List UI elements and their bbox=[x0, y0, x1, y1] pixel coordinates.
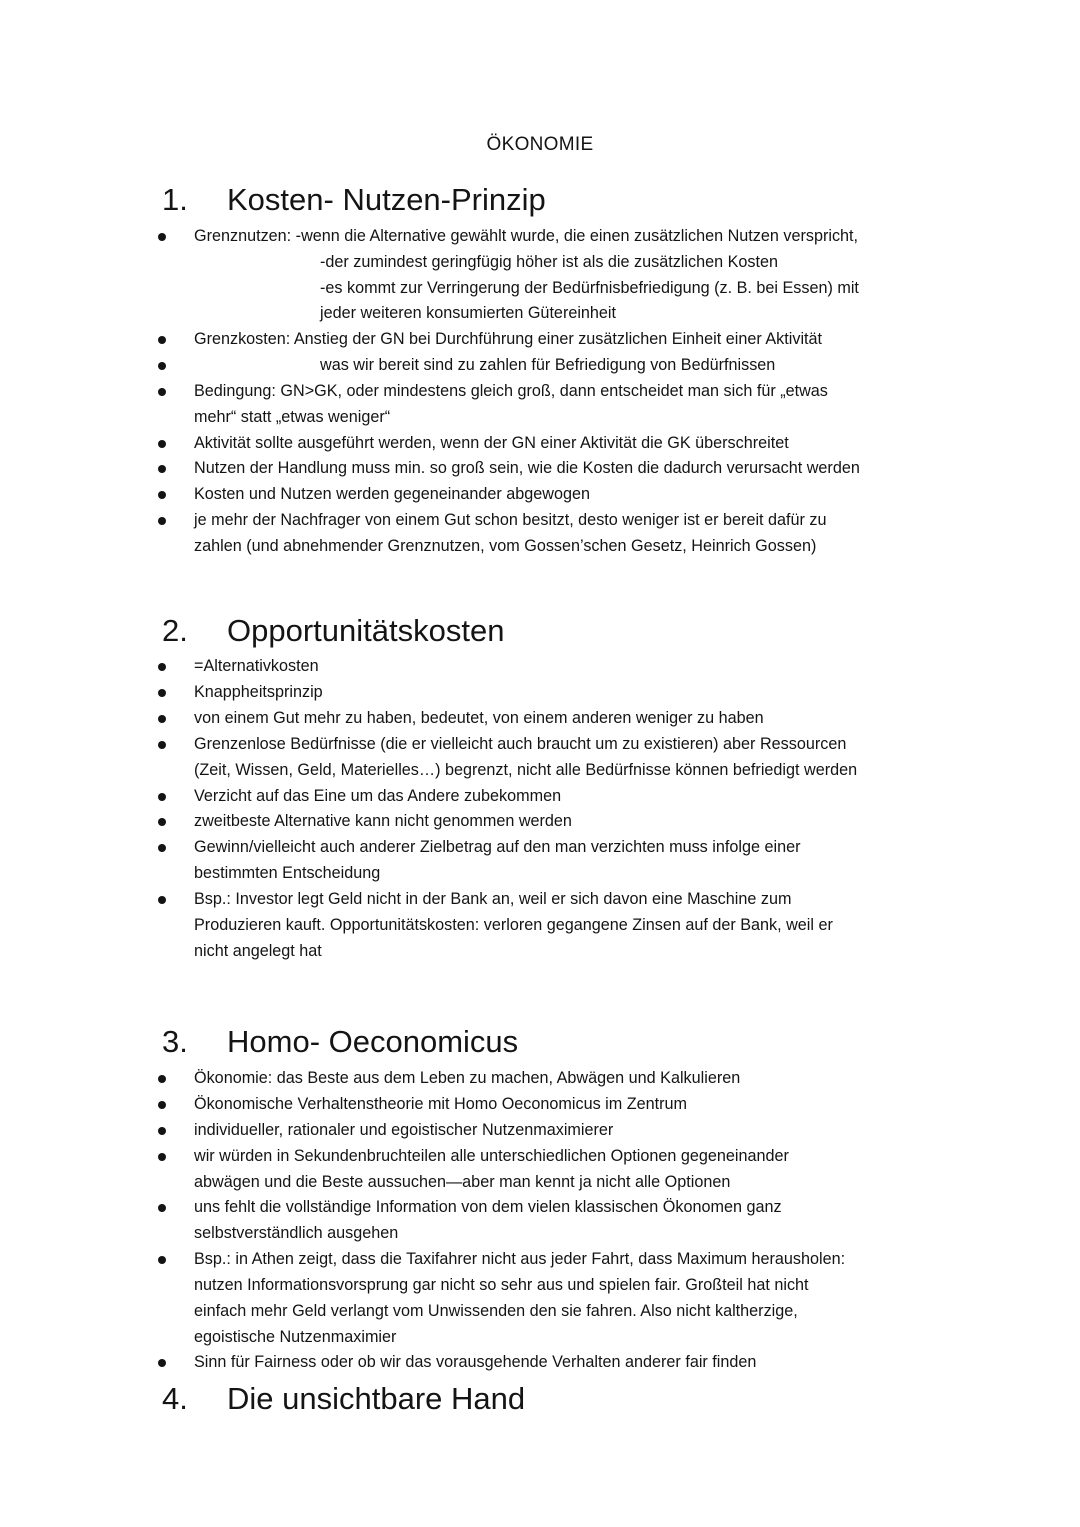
item-line: uns fehlt die vollständige Information von dem vielen klassischen Ökonomen ganz bbox=[194, 1198, 782, 1216]
item-line: jeder weiteren konsumierten Gütereinheit bbox=[320, 304, 617, 322]
item-line: einfach mehr Geld verlangt vom Unwissenden den sie fahren. Also nicht kaltherzige, bbox=[194, 1302, 798, 1320]
item-line: Grenzkosten: Anstieg der GN bei Durchführung einer zusätzlichen Einheit einer Aktivität bbox=[194, 330, 823, 348]
item-line: Bedingung: GN>GK, oder mindestens gleich groß, dann entscheidet man sich für „etwas bbox=[194, 382, 828, 400]
item-line: mehr“ statt „etwas weniger“ bbox=[194, 408, 391, 426]
item-line: Bsp.: in Athen zeigt, dass die Taxifahrer nicht aus jeder Fahrt, dass Maximum herausholen: bbox=[194, 1250, 846, 1268]
bullet-icon bbox=[158, 1101, 166, 1109]
bullet-icon bbox=[158, 793, 166, 801]
item-line: Ökonomische Verhaltenstheorie mit Homo Oeconomicus im Zentrum bbox=[194, 1095, 688, 1113]
item-line: =Alternativkosten bbox=[194, 657, 319, 675]
item-line: zahlen (und abnehmender Grenznutzen, vom Gossen’schen Gesetz, Heinrich Gossen) bbox=[194, 537, 817, 555]
item-line: Sinn für Fairness oder ob wir das vorausgehende Verhalten anderer fair finden bbox=[194, 1353, 757, 1371]
section-title: Die unsichtbare Hand bbox=[227, 1381, 526, 1416]
section-heading-1 bbox=[162, 181, 546, 219]
bullet-icon bbox=[158, 663, 166, 671]
item-line: Verzicht auf das Eine um das Andere zubekommen bbox=[194, 787, 562, 805]
bullet-icon bbox=[158, 388, 166, 396]
bullet-icon bbox=[158, 233, 166, 241]
item-line: (Zeit, Wissen, Geld, Materielles…) begrenzt, nicht alle Bedürfnisse können befriedigt werden bbox=[194, 761, 858, 779]
bullet-icon bbox=[158, 844, 166, 852]
document-title: ÖKONOMIE bbox=[486, 134, 594, 155]
section-heading-3 bbox=[162, 1023, 518, 1061]
bullet-icon bbox=[158, 818, 166, 826]
item-line: nutzen Informationsvorsprung gar nicht so sehr aus und spielen fair. Großteil hat nicht bbox=[194, 1276, 809, 1294]
section-title: Homo- Oeconomicus bbox=[227, 1024, 519, 1059]
item-line: Produzieren kauft. Opportunitätskosten: verloren gegangene Zinsen auf der Bank, weil er bbox=[194, 916, 833, 934]
item-line: bestimmten Entscheidung bbox=[194, 864, 381, 882]
bullet-icon bbox=[158, 896, 166, 904]
item-line: selbstverständlich ausgehen bbox=[194, 1224, 399, 1242]
bullet-icon bbox=[158, 1359, 166, 1367]
bullet-icon bbox=[158, 1256, 166, 1264]
section-number: 2. bbox=[162, 613, 188, 648]
item-line: was wir bereit sind zu zahlen für Befriedigung von Bedürfnissen bbox=[320, 356, 776, 374]
section-heading-2 bbox=[162, 612, 504, 650]
item-line: Bsp.: Investor legt Geld nicht in der Bank an, weil er sich davon eine Maschine zum bbox=[194, 890, 792, 908]
item-line: Kosten und Nutzen werden gegeneinander abgewogen bbox=[194, 485, 591, 503]
section-title: Opportunitätskosten bbox=[227, 613, 505, 648]
item-line: -der zumindest geringfügig höher ist als die zusätzlichen Kosten bbox=[320, 253, 779, 271]
item-line: Grenznutzen: -wenn die Alternative gewählt wurde, die einen zusätzlichen Nutzen verspricht, bbox=[194, 227, 859, 245]
item-line: zweitbeste Alternative kann nicht genommen werden bbox=[194, 812, 572, 830]
bullet-icon bbox=[158, 689, 166, 697]
item-line: Knappheitsprinzip bbox=[194, 683, 323, 701]
bullet-icon bbox=[158, 1204, 166, 1212]
section-number: 1. bbox=[162, 182, 188, 217]
bullet-icon bbox=[158, 440, 166, 448]
item-line: Nutzen der Handlung muss min. so groß sein, wie die Kosten die dadurch verursacht werden bbox=[194, 459, 860, 477]
item-line: von einem Gut mehr zu haben, bedeutet, von einem anderen weniger zu haben bbox=[194, 709, 764, 727]
section-number: 4. bbox=[162, 1381, 188, 1416]
item-line: individueller, rationaler und egoistischer Nutzenmaximierer bbox=[194, 1121, 614, 1139]
item-line: wir würden in Sekundenbruchteilen alle unterschiedlichen Optionen gegeneinander bbox=[194, 1147, 789, 1165]
bullet-icon bbox=[158, 517, 166, 525]
bullet-icon bbox=[158, 465, 166, 473]
bullet-icon bbox=[158, 1075, 166, 1083]
section-title: Kosten- Nutzen-Prinzip bbox=[227, 182, 546, 217]
item-line: -es kommt zur Verringerung der Bedürfnisbefriedigung (z. B. bei Essen) mit bbox=[320, 279, 859, 297]
section-heading-4 bbox=[162, 1380, 525, 1418]
item-line: egoistische Nutzenmaximier bbox=[194, 1328, 397, 1346]
bullet-icon bbox=[158, 715, 166, 723]
item-line: Grenzenlose Bedürfnisse (die er vielleicht auch braucht um zu existieren) aber Ressourcen bbox=[194, 735, 847, 753]
item-line: Gewinn/vielleicht auch anderer Zielbetrag auf den man verzichten muss infolge einer bbox=[194, 838, 801, 856]
item-line: je mehr der Nachfrager von einem Gut schon besitzt, desto weniger ist er bereit dafür zu bbox=[194, 511, 827, 529]
item-line: Aktivität sollte ausgeführt werden, wenn der GN einer Aktivität die GK überschreitet bbox=[194, 434, 789, 452]
bullet-icon bbox=[158, 336, 166, 344]
bullet-icon bbox=[158, 1153, 166, 1161]
bullet-icon bbox=[158, 1127, 166, 1135]
item-line: nicht angelegt hat bbox=[194, 942, 322, 960]
bullet-icon bbox=[158, 741, 166, 749]
bullet-icon bbox=[158, 491, 166, 499]
item-line: abwägen und die Beste aussuchen—aber man kennt ja nicht alle Optionen bbox=[194, 1173, 731, 1191]
item-line: Ökonomie: das Beste aus dem Leben zu machen, Abwägen und Kalkulieren bbox=[194, 1069, 741, 1087]
section-number: 3. bbox=[162, 1024, 188, 1059]
bullet-icon bbox=[158, 362, 166, 370]
